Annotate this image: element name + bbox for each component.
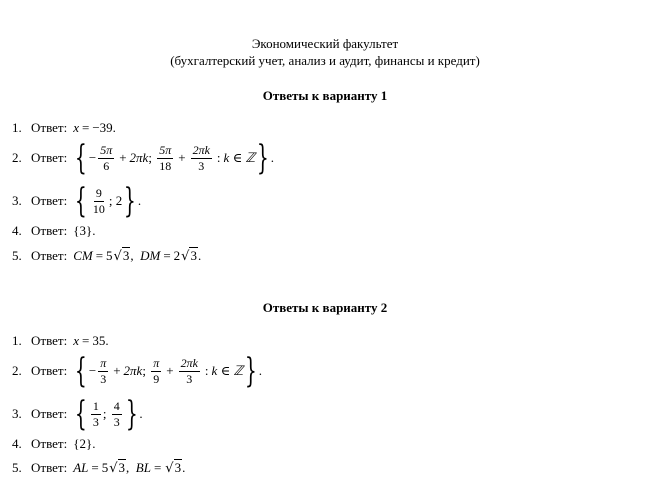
answer-period: . (92, 436, 96, 451)
v1-answer-5 (12, 236, 201, 276)
segment-name: DM (140, 248, 161, 263)
answer-period: . (137, 193, 142, 208)
fraction-denominator: 9 (153, 371, 160, 386)
minus-sign: − (88, 150, 97, 165)
specialties-subtitle: (бухгалтерский учет, анализ и аудит, финансы и кредит) (170, 53, 480, 68)
second-root: 2 (115, 193, 123, 208)
fraction-denominator: 10 (92, 201, 105, 216)
answer-value: 35 (92, 333, 106, 348)
coefficient: 5 (106, 248, 113, 263)
radicand: 3 (122, 248, 130, 263)
separator: ; (142, 363, 150, 378)
faculty-title: Экономический факультет (251, 36, 399, 51)
v1-answer-2 (12, 138, 274, 178)
fraction-numerator: 5π (159, 142, 172, 157)
answer-number: 4. (12, 436, 22, 451)
condition: k ∈ ℤ (211, 363, 244, 378)
term: 2πk (129, 150, 149, 165)
answer-label: Ответ: (31, 460, 68, 475)
answer-value: {3} (73, 223, 93, 238)
answer-number: 5. (12, 248, 22, 263)
answer-number: 1. (12, 333, 22, 348)
square-root: √3 (109, 460, 126, 476)
segment-name: AL (73, 460, 89, 475)
fraction-denominator: 3 (113, 414, 120, 429)
answer-number: 2. (12, 363, 22, 378)
fraction-numerator: π (153, 355, 160, 370)
fraction (191, 144, 212, 173)
plus-sign: + (178, 150, 186, 165)
fraction-numerator: 9 (95, 185, 102, 200)
answer-period: . (139, 406, 143, 421)
fraction-denominator: 3 (100, 371, 107, 386)
fraction-denominator: 3 (92, 414, 99, 429)
segment-name: CM (73, 248, 93, 263)
fraction (112, 400, 122, 429)
v2-answer-2 (12, 351, 262, 391)
fraction-denominator: 18 (159, 158, 172, 173)
equals-sign: = (91, 460, 99, 475)
colon: : (204, 363, 209, 378)
fraction-denominator: 3 (198, 158, 205, 173)
fraction-numerator: 2πk (180, 355, 198, 370)
fraction-denominator: 3 (186, 371, 193, 386)
right-brace: } (124, 181, 136, 221)
answer-period: . (270, 150, 275, 165)
fraction-numerator: π (100, 355, 107, 370)
answer-variable: x (73, 120, 79, 135)
right-brace: } (125, 394, 138, 434)
equals-sign: = (153, 460, 162, 475)
radicand: 3 (174, 460, 182, 475)
coefficient: 2 (173, 248, 181, 263)
fraction-numerator: 2πk (192, 142, 210, 157)
v2-answer-5 (12, 448, 185, 488)
separator: , (126, 460, 136, 475)
answer-number: 3. (12, 193, 22, 208)
left-brace: { (75, 138, 87, 178)
answer-period: . (197, 248, 202, 263)
separator: ; (148, 150, 156, 165)
left-brace: { (75, 394, 87, 434)
answer-period: . (182, 460, 186, 475)
answer-label: Ответ: (31, 333, 68, 348)
left-brace: { (75, 351, 87, 391)
answer-period: . (258, 363, 263, 378)
left-brace: { (75, 181, 87, 221)
fraction (98, 357, 108, 386)
answer-value: {2} (73, 436, 93, 451)
square-root: √3 (113, 248, 130, 264)
square-root: √3 (165, 460, 182, 476)
answer-number: 3. (12, 406, 22, 421)
equals-sign: = (163, 248, 171, 263)
fraction-numerator: 4 (113, 398, 120, 413)
answer-number: 1. (12, 120, 22, 135)
separator: , (130, 248, 141, 263)
right-brace: } (256, 138, 269, 178)
radicand: 3 (190, 248, 197, 263)
fraction-numerator: 1 (92, 398, 99, 413)
separator: ; (102, 406, 110, 421)
answer-number: 5. (12, 460, 22, 475)
answer-value: −39 (92, 120, 113, 135)
coefficient: 5 (101, 460, 109, 475)
answer-label: Ответ: (31, 406, 68, 421)
answer-period: . (92, 223, 96, 238)
fraction (98, 144, 114, 173)
fraction (157, 144, 173, 173)
segment-name: BL (135, 460, 151, 475)
separator: ; (108, 193, 116, 208)
term: 2πk (123, 363, 143, 378)
fraction-denominator: 6 (103, 158, 110, 173)
answer-label: Ответ: (31, 363, 68, 378)
radicand: 3 (118, 460, 126, 475)
answer-number: 2. (12, 150, 22, 165)
answer-label: Ответ: (31, 248, 68, 263)
answer-label: Ответ: (31, 223, 68, 238)
variant-2-title: Ответы к варианту 2 (262, 300, 388, 315)
equals-sign: = (81, 120, 90, 135)
fraction-numerator: 5π (100, 142, 113, 157)
condition: k ∈ ℤ (223, 150, 256, 165)
equals-sign: = (95, 248, 104, 263)
plus-sign: + (119, 150, 127, 165)
answer-label: Ответ: (31, 436, 68, 451)
plus-sign: + (113, 363, 121, 378)
answer-label: Ответ: (31, 120, 68, 135)
answer-label: Ответ: (31, 150, 68, 165)
right-brace: } (244, 351, 257, 391)
variant-1-title: Ответы к варианту 1 (262, 88, 388, 103)
answer-label: Ответ: (31, 193, 68, 208)
plus-sign: + (166, 363, 174, 378)
answer-period: . (105, 333, 109, 348)
answer-number: 4. (12, 223, 22, 238)
colon: : (216, 150, 221, 165)
fraction (179, 357, 200, 386)
answer-variable: x (73, 333, 79, 348)
minus-sign: − (88, 363, 97, 378)
equals-sign: = (81, 333, 90, 348)
square-root: √3 (181, 248, 197, 264)
answer-period: . (112, 120, 116, 135)
fraction (151, 357, 161, 386)
